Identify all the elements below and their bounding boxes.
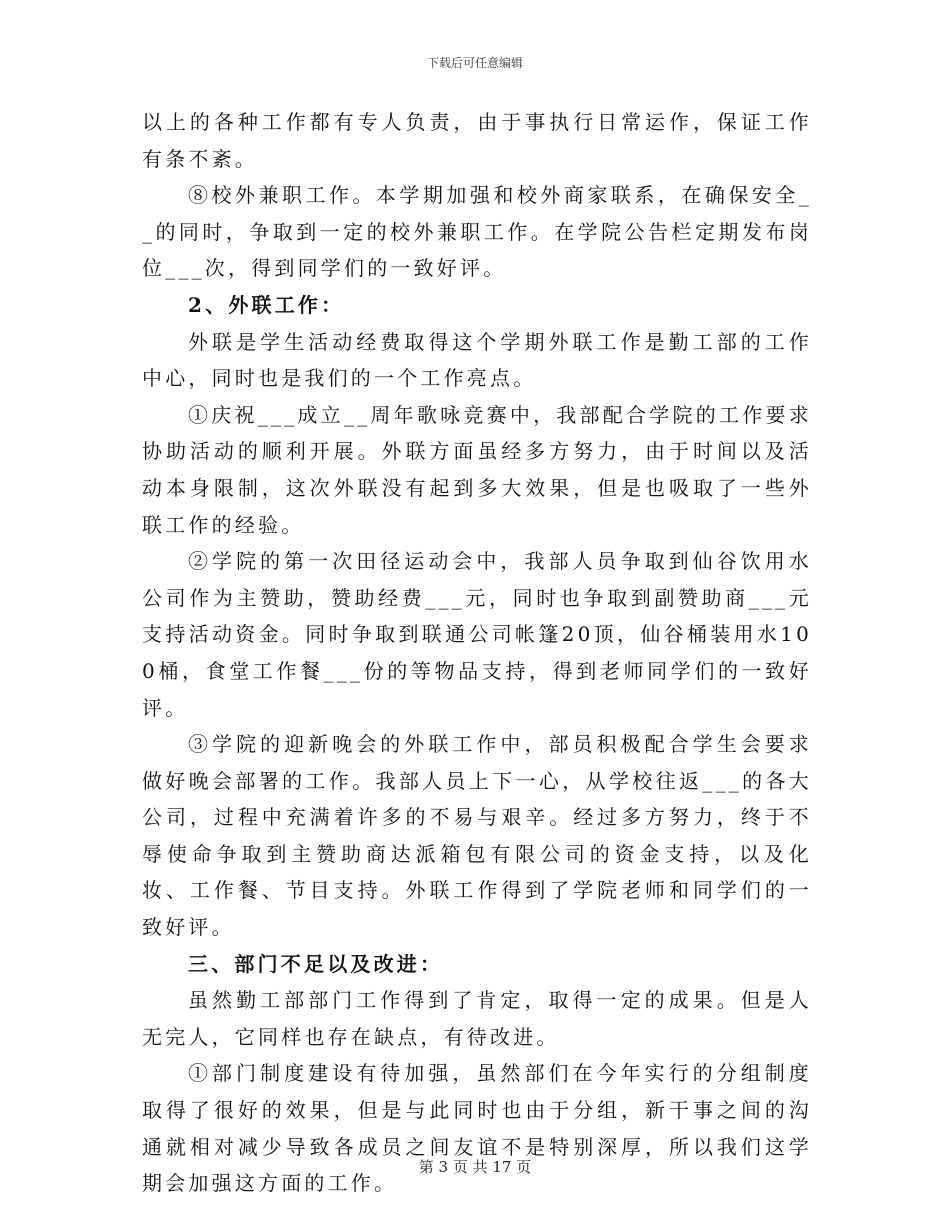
- document-body: [142, 104, 812, 1202]
- page-header: 下载后可任意编辑: [426, 56, 523, 70]
- paragraph-10: ①部门制度建设有待加强，虽然部们在今年实行的分组制度取得了很好的效果，但是与此同时也由于分组，新干事之间的沟通就相对减少导致各成员之间友谊不是特别深厚，所以我们这学期会加强这方面的工作。: [142, 1061, 812, 1196]
- paragraph-5: ①庆祝___成立__周年歌咏竞赛中，我部配合学院的工作要求协助活动的顺利开展。外联方面虽经多方努力，由于时间以及活动本身限制，这次外联没有起到多大效果，但是也吸取了一些外联工作的经验。: [142, 402, 812, 537]
- paragraph-2: ⑧校外兼职工作。本学期加强和校外商家联系，在确保安全__的同时，争取到一定的校外兼职工作。在学院公告栏定期发布岗位___次，得到同学们的一致好评。: [142, 183, 812, 281]
- section-heading-outreach: 2、外联工作：: [188, 292, 345, 317]
- section-heading-shortcomings: 三、部门不足以及改进：: [188, 951, 444, 976]
- paragraph-4: 外联是学生活动经费取得这个学期外联工作是勤工部的工作中心，同时也是我们的一个工作亮点。: [142, 329, 812, 391]
- paragraph-7: ③学院的迎新晚会的外联工作中，部员积极配合学生会要求做好晚会部署的工作。我部人员上下一心，从学校往返___的各大公司，过程中充满着许多的不易与艰辛。经过多方努力，终于不辱使命争取到主赞助商达派箱包有限公司的资金支持，以及化妆、工作餐、节目支持。外联工作得到了学院老师和同学们的一致好评。: [142, 732, 812, 940]
- paragraph-6: ②学院的第一次田径运动会中，我部人员争取到仙谷饮用水公司作为主赞助，赞助经费___元，同时也争取到副赞助商___元支持活动资金。同时争取到联通公司帐篷20顶，仙谷桶装用水100桶，食堂工作餐___份的等物品支持，得到老师同学们的一致好评。: [142, 549, 812, 720]
- page-footer: 第 3 页 共 17 页: [418, 1158, 532, 1176]
- paragraph-1: 以上的各种工作都有专人负责，由于事执行日常运作，保证工作有条不紊。: [142, 110, 812, 171]
- paragraph-9: 虽然勤工部部门工作得到了肯定，取得一定的成果。但是人无完人，它同样也存在缺点，有待改进。: [142, 988, 812, 1049]
